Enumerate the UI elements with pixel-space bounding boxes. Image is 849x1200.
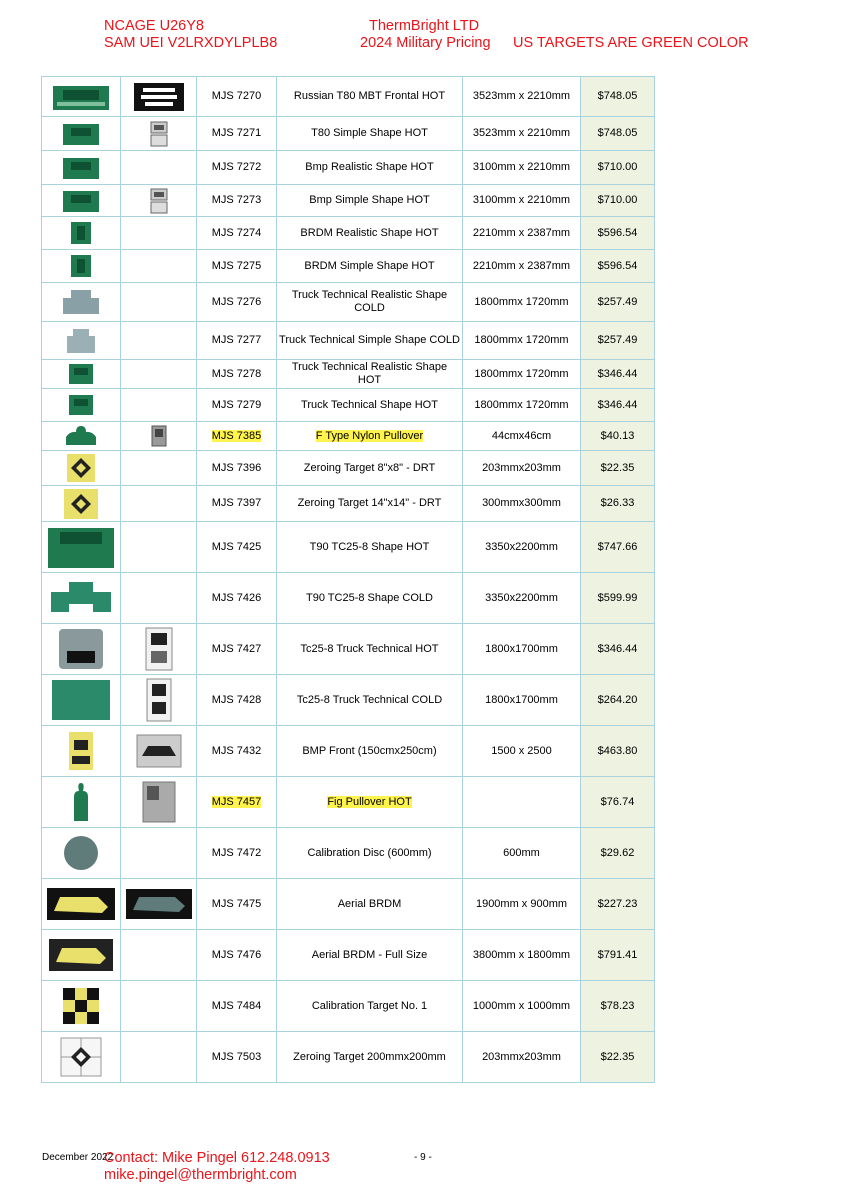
target-image-secondary bbox=[121, 879, 197, 930]
size-cell bbox=[463, 250, 581, 283]
price: $26.33 bbox=[600, 497, 635, 509]
price: $463.80 bbox=[597, 744, 638, 757]
target-image-secondary bbox=[121, 1032, 197, 1083]
size: 203mmx203mm bbox=[482, 1050, 561, 1063]
target-image-secondary bbox=[121, 777, 197, 828]
part-number: MJS 7279 bbox=[211, 398, 262, 411]
price: $596.54 bbox=[597, 259, 638, 272]
target-image-primary bbox=[42, 930, 121, 981]
price-cell bbox=[581, 322, 655, 360]
part-number: MJS 7277 bbox=[211, 334, 262, 346]
price: $29.62 bbox=[600, 846, 635, 859]
price-cell bbox=[581, 151, 655, 185]
part-number: MJS 7428 bbox=[211, 693, 262, 706]
target-image-secondary bbox=[121, 675, 197, 726]
table-row bbox=[42, 422, 655, 451]
target-image-primary bbox=[42, 77, 121, 117]
description: Tc25-8 Truck Technical HOT bbox=[300, 642, 439, 655]
table-row bbox=[42, 930, 655, 981]
size-cell bbox=[463, 522, 581, 573]
target-image-primary bbox=[42, 486, 121, 522]
target-image-primary bbox=[42, 217, 121, 250]
price: $227.23 bbox=[597, 897, 638, 910]
description-cell bbox=[277, 675, 463, 726]
target-image-secondary bbox=[121, 422, 197, 451]
size: 3100mm x 2210mm bbox=[472, 194, 571, 206]
size: 600mm bbox=[503, 846, 540, 859]
part-number: MJS 7272 bbox=[211, 161, 262, 173]
description: Russian T80 MBT Frontal HOT bbox=[293, 90, 446, 102]
description-cell bbox=[277, 1032, 463, 1083]
price: $599.99 bbox=[597, 591, 638, 604]
part-number-cell bbox=[197, 930, 277, 981]
part-number-cell bbox=[197, 151, 277, 185]
part-number: MJS 7476 bbox=[211, 948, 262, 961]
price-cell bbox=[581, 250, 655, 283]
part-number: MJS 7396 bbox=[211, 461, 262, 474]
target-image-secondary bbox=[121, 522, 197, 573]
size-cell bbox=[463, 573, 581, 624]
price-cell bbox=[581, 522, 655, 573]
description: BMP Front (150cmx250cm) bbox=[302, 744, 437, 757]
target-image-primary bbox=[42, 573, 121, 624]
description: Bmp Simple Shape HOT bbox=[309, 194, 430, 206]
price: $264.20 bbox=[597, 693, 638, 706]
description-cell bbox=[277, 981, 463, 1032]
size: 3800mm x 1800mm bbox=[472, 948, 571, 961]
part-number-cell bbox=[197, 322, 277, 360]
price-cell bbox=[581, 675, 655, 726]
target-image-secondary bbox=[121, 624, 197, 675]
price-cell bbox=[581, 451, 655, 486]
size-cell bbox=[463, 422, 581, 451]
size-cell bbox=[463, 486, 581, 522]
size-cell bbox=[463, 624, 581, 675]
price-cell bbox=[581, 573, 655, 624]
price: $40.13 bbox=[600, 429, 635, 442]
price-cell bbox=[581, 879, 655, 930]
part-number: MJS 7385 bbox=[211, 429, 262, 442]
description: Truck Technical Shape HOT bbox=[301, 398, 438, 411]
part-number-cell bbox=[197, 486, 277, 522]
table-row bbox=[42, 624, 655, 675]
table-row bbox=[42, 981, 655, 1032]
part-number: MJS 7457 bbox=[211, 795, 262, 808]
price: $710.00 bbox=[597, 161, 638, 173]
table-row bbox=[42, 879, 655, 930]
target-image-secondary bbox=[121, 930, 197, 981]
description: Fig Pullover HOT bbox=[327, 795, 412, 808]
part-number: MJS 7475 bbox=[211, 897, 262, 910]
part-number-cell bbox=[197, 675, 277, 726]
description: Bmp Realistic Shape HOT bbox=[305, 161, 434, 173]
target-image-secondary bbox=[121, 217, 197, 250]
description-cell bbox=[277, 151, 463, 185]
footer-email: mike.pingel@thermbright.com bbox=[104, 1167, 297, 1183]
target-image-secondary bbox=[121, 322, 197, 360]
part-number: MJS 7275 bbox=[211, 259, 262, 272]
part-number: MJS 7276 bbox=[211, 295, 262, 308]
price-cell bbox=[581, 185, 655, 217]
part-number: MJS 7273 bbox=[211, 194, 262, 206]
price: $346.44 bbox=[597, 642, 638, 655]
footer-contact: Contact: Mike Pingel 612.248.0913 bbox=[104, 1150, 330, 1166]
target-image-secondary bbox=[121, 389, 197, 422]
table-row bbox=[42, 77, 655, 117]
description: F Type Nylon Pullover bbox=[315, 429, 424, 442]
footer-page-number: - 9 - bbox=[414, 1152, 432, 1163]
description-cell bbox=[277, 360, 463, 389]
size-cell bbox=[463, 777, 581, 828]
price: $596.54 bbox=[597, 226, 638, 239]
target-image-secondary bbox=[121, 360, 197, 389]
target-image-primary bbox=[42, 777, 121, 828]
description-cell bbox=[277, 930, 463, 981]
price-cell bbox=[581, 726, 655, 777]
table-row bbox=[42, 360, 655, 389]
size-cell bbox=[463, 322, 581, 360]
price-cell bbox=[581, 1032, 655, 1083]
size: 3523mm x 2210mm bbox=[472, 90, 571, 102]
header-company: ThermBright LTD bbox=[369, 18, 480, 34]
price: $791.41 bbox=[597, 948, 638, 961]
part-number: MJS 7427 bbox=[211, 642, 262, 655]
price-cell bbox=[581, 389, 655, 422]
description-cell bbox=[277, 828, 463, 879]
target-image-primary bbox=[42, 624, 121, 675]
table-row bbox=[42, 828, 655, 879]
target-image-primary bbox=[42, 422, 121, 451]
size-cell bbox=[463, 389, 581, 422]
size: 1900mm x 900mm bbox=[475, 897, 568, 910]
price: $748.05 bbox=[597, 127, 638, 139]
part-number-cell bbox=[197, 360, 277, 389]
description: BRDM Simple Shape HOT bbox=[304, 259, 435, 272]
size: 3350x2200mm bbox=[485, 540, 558, 553]
part-number-cell bbox=[197, 726, 277, 777]
description-cell bbox=[277, 389, 463, 422]
size-cell bbox=[463, 185, 581, 217]
price: $346.44 bbox=[597, 398, 638, 411]
part-number: MJS 7472 bbox=[211, 846, 262, 859]
price: $22.35 bbox=[600, 461, 635, 474]
description: Zeroing Target 14"x14" - DRT bbox=[297, 497, 442, 509]
description: T90 TC25-8 Shape HOT bbox=[309, 540, 430, 553]
size-cell bbox=[463, 217, 581, 250]
description-cell bbox=[277, 77, 463, 117]
size-cell bbox=[463, 726, 581, 777]
part-number: MJS 7270 bbox=[211, 90, 262, 102]
size: 1800mmx 1720mm bbox=[474, 334, 569, 346]
table-row bbox=[42, 250, 655, 283]
description-cell bbox=[277, 422, 463, 451]
price: $747.66 bbox=[597, 540, 638, 553]
description: T80 Simple Shape HOT bbox=[311, 127, 428, 139]
table-row bbox=[42, 675, 655, 726]
description-cell bbox=[277, 217, 463, 250]
size: 2210mm x 2387mm bbox=[472, 259, 571, 272]
table-row bbox=[42, 283, 655, 322]
size: 1800mmx 1720mm bbox=[474, 398, 569, 411]
target-image-secondary bbox=[121, 486, 197, 522]
size: 1800mmx 1720mm bbox=[474, 295, 569, 308]
size-cell bbox=[463, 451, 581, 486]
description-cell bbox=[277, 451, 463, 486]
table-row bbox=[42, 726, 655, 777]
target-image-primary bbox=[42, 360, 121, 389]
price-cell bbox=[581, 486, 655, 522]
part-number: MJS 7278 bbox=[211, 367, 262, 380]
table-row bbox=[42, 522, 655, 573]
size: 1500 x 2500 bbox=[491, 744, 552, 757]
description: Zeroing Target 200mmx200mm bbox=[293, 1050, 446, 1063]
size: 3100mm x 2210mm bbox=[472, 161, 571, 173]
description-cell bbox=[277, 624, 463, 675]
part-number: MJS 7484 bbox=[211, 999, 262, 1012]
part-number-cell bbox=[197, 828, 277, 879]
size-cell bbox=[463, 151, 581, 185]
description: BRDM Realistic Shape HOT bbox=[300, 226, 439, 239]
description: Truck Technical Realistic Shape COLD bbox=[291, 289, 448, 314]
part-number-cell bbox=[197, 451, 277, 486]
target-image-secondary bbox=[121, 77, 197, 117]
part-number: MJS 7425 bbox=[211, 540, 262, 553]
part-number-cell bbox=[197, 250, 277, 283]
description-cell bbox=[277, 879, 463, 930]
target-image-secondary bbox=[121, 151, 197, 185]
size-cell bbox=[463, 117, 581, 151]
price: $78.23 bbox=[600, 999, 635, 1012]
table-row bbox=[42, 217, 655, 250]
size-cell bbox=[463, 828, 581, 879]
size-cell bbox=[463, 675, 581, 726]
target-image-secondary bbox=[121, 828, 197, 879]
description-cell bbox=[277, 117, 463, 151]
price: $748.05 bbox=[597, 90, 638, 102]
price-cell bbox=[581, 77, 655, 117]
table-row bbox=[42, 777, 655, 828]
description-cell bbox=[277, 486, 463, 522]
target-image-primary bbox=[42, 283, 121, 322]
header-pricing: 2024 Military Pricing bbox=[360, 35, 491, 51]
size: 1800x1700mm bbox=[485, 642, 558, 655]
size: 1800mmx 1720mm bbox=[474, 367, 569, 380]
target-image-secondary bbox=[121, 573, 197, 624]
part-number-cell bbox=[197, 283, 277, 322]
table-row bbox=[42, 1032, 655, 1083]
table-row bbox=[42, 451, 655, 486]
target-image-primary bbox=[42, 981, 121, 1032]
size: 300mmx300mm bbox=[482, 497, 561, 509]
description-cell bbox=[277, 283, 463, 322]
size-cell bbox=[463, 360, 581, 389]
size: 2210mm x 2387mm bbox=[472, 226, 571, 239]
part-number-cell bbox=[197, 879, 277, 930]
price-cell bbox=[581, 422, 655, 451]
part-number: MJS 7426 bbox=[211, 591, 262, 604]
description-cell bbox=[277, 522, 463, 573]
header-sam-uei: SAM UEI V2LRXDYLPLB8 bbox=[104, 35, 278, 51]
part-number-cell bbox=[197, 624, 277, 675]
description-cell bbox=[277, 322, 463, 360]
part-number: MJS 7271 bbox=[211, 127, 262, 139]
target-image-primary bbox=[42, 726, 121, 777]
part-number-cell bbox=[197, 981, 277, 1032]
footer-date: December 2022 bbox=[42, 1152, 114, 1163]
size: 1000mm x 1000mm bbox=[472, 999, 571, 1012]
part-number-cell bbox=[197, 117, 277, 151]
size-cell bbox=[463, 77, 581, 117]
part-number-cell bbox=[197, 389, 277, 422]
target-image-secondary bbox=[121, 726, 197, 777]
table-row bbox=[42, 486, 655, 522]
price-table bbox=[41, 76, 655, 1083]
price-cell bbox=[581, 981, 655, 1032]
size-cell bbox=[463, 879, 581, 930]
header-ncage: NCAGE U26Y8 bbox=[104, 18, 204, 34]
table-row bbox=[42, 117, 655, 151]
description-cell bbox=[277, 777, 463, 828]
target-image-primary bbox=[42, 151, 121, 185]
part-number-cell bbox=[197, 777, 277, 828]
description: T90 TC25-8 Shape COLD bbox=[306, 591, 433, 604]
description-cell bbox=[277, 185, 463, 217]
part-number-cell bbox=[197, 522, 277, 573]
size-cell bbox=[463, 283, 581, 322]
price-cell bbox=[581, 283, 655, 322]
description: Truck Technical Realistic Shape HOT bbox=[291, 361, 448, 386]
target-image-primary bbox=[42, 522, 121, 573]
target-image-secondary bbox=[121, 283, 197, 322]
target-image-primary bbox=[42, 451, 121, 486]
description: Truck Technical Simple Shape COLD bbox=[279, 334, 460, 346]
part-number-cell bbox=[197, 77, 277, 117]
description: Zeroing Target 8"x8" - DRT bbox=[303, 461, 436, 474]
target-image-primary bbox=[42, 389, 121, 422]
target-image-secondary bbox=[121, 451, 197, 486]
size: 3350x2200mm bbox=[485, 591, 558, 604]
price-cell bbox=[581, 777, 655, 828]
price-cell bbox=[581, 828, 655, 879]
target-image-primary bbox=[42, 675, 121, 726]
part-number: MJS 7397 bbox=[211, 497, 262, 509]
table-row bbox=[42, 573, 655, 624]
price: $22.35 bbox=[600, 1050, 635, 1063]
part-number-cell bbox=[197, 185, 277, 217]
description: Aerial BRDM - Full Size bbox=[311, 948, 428, 961]
part-number: MJS 7503 bbox=[211, 1050, 262, 1063]
part-number-cell bbox=[197, 422, 277, 451]
description: Tc25-8 Truck Technical COLD bbox=[296, 693, 443, 706]
target-image-primary bbox=[42, 117, 121, 151]
price-cell bbox=[581, 117, 655, 151]
description: Calibration Disc (600mm) bbox=[307, 846, 432, 859]
size: 203mmx203mm bbox=[482, 461, 561, 474]
price-cell bbox=[581, 624, 655, 675]
price: $710.00 bbox=[597, 194, 638, 206]
part-number-cell bbox=[197, 1032, 277, 1083]
target-image-primary bbox=[42, 322, 121, 360]
price-cell bbox=[581, 930, 655, 981]
target-image-primary bbox=[42, 1032, 121, 1083]
target-image-secondary bbox=[121, 185, 197, 217]
price-cell bbox=[581, 217, 655, 250]
size: 1800x1700mm bbox=[485, 693, 558, 706]
target-image-primary bbox=[42, 250, 121, 283]
size-cell bbox=[463, 930, 581, 981]
target-image-primary bbox=[42, 879, 121, 930]
part-number-cell bbox=[197, 217, 277, 250]
header-us-targets-note: US TARGETS ARE GREEN COLOR bbox=[513, 35, 749, 51]
target-image-secondary bbox=[121, 117, 197, 151]
description: Calibration Target No. 1 bbox=[311, 999, 428, 1012]
price-cell bbox=[581, 360, 655, 389]
description: Aerial BRDM bbox=[337, 897, 402, 910]
description-cell bbox=[277, 726, 463, 777]
target-image-secondary bbox=[121, 250, 197, 283]
description-cell bbox=[277, 573, 463, 624]
description-cell bbox=[277, 250, 463, 283]
part-number-cell bbox=[197, 573, 277, 624]
price: $257.49 bbox=[597, 295, 638, 308]
target-image-primary bbox=[42, 828, 121, 879]
table-row bbox=[42, 322, 655, 360]
table-row bbox=[42, 151, 655, 185]
price: $346.44 bbox=[597, 367, 638, 380]
price: $257.49 bbox=[597, 334, 638, 346]
table-row bbox=[42, 389, 655, 422]
target-image-secondary bbox=[121, 981, 197, 1032]
size: 3523mm x 2210mm bbox=[472, 127, 571, 139]
table-row bbox=[42, 185, 655, 217]
size: 44cmx46cm bbox=[491, 429, 552, 442]
size-cell bbox=[463, 981, 581, 1032]
part-number: MJS 7432 bbox=[211, 744, 262, 757]
size-cell bbox=[463, 1032, 581, 1083]
price: $76.74 bbox=[600, 795, 635, 808]
part-number: MJS 7274 bbox=[211, 226, 262, 239]
target-image-primary bbox=[42, 185, 121, 217]
